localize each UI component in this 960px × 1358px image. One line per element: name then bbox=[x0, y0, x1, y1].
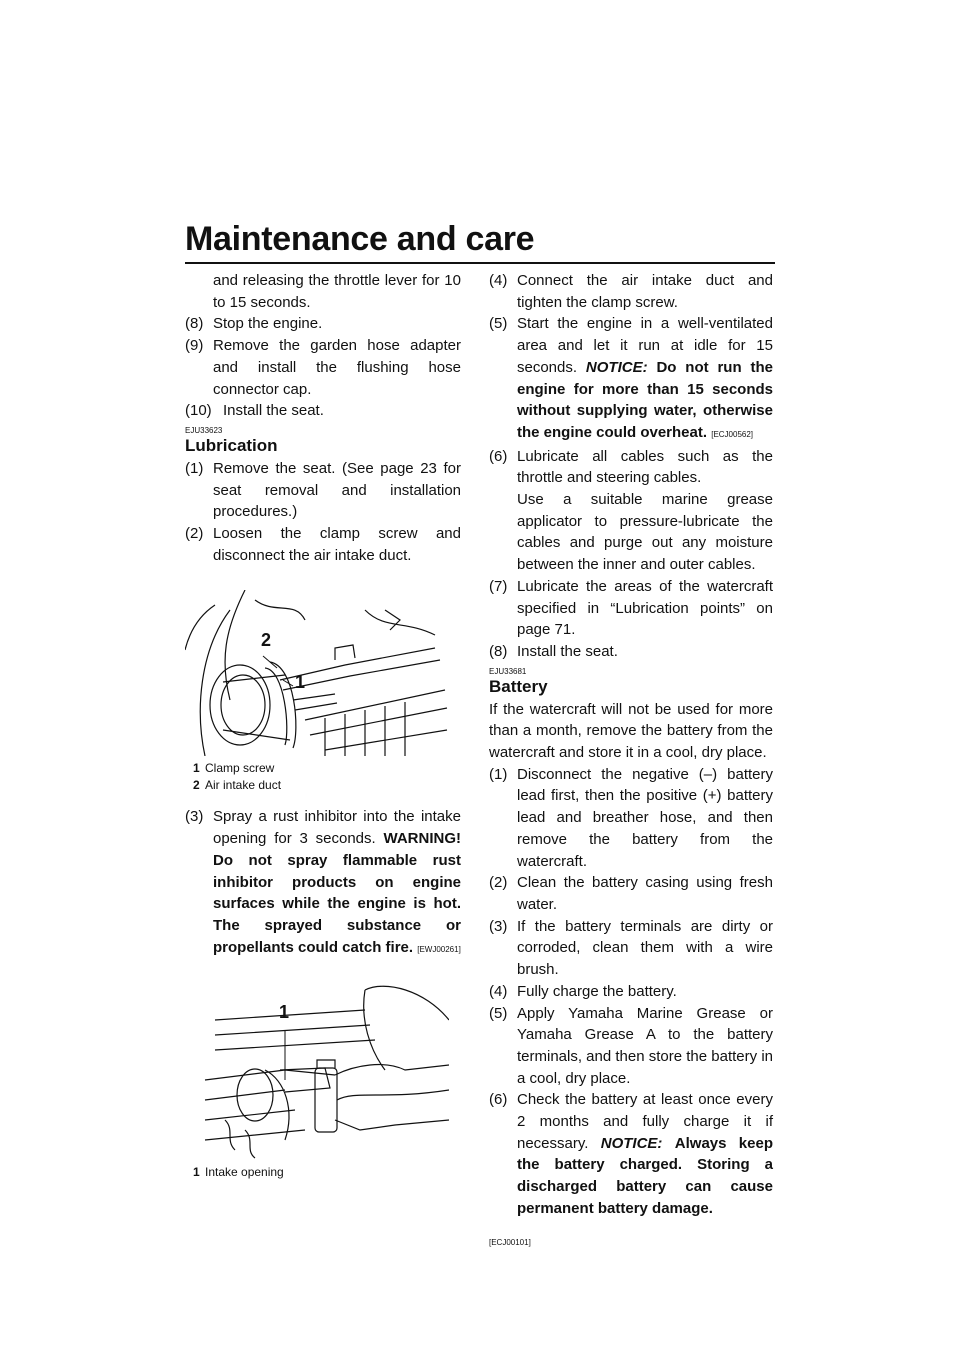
figure-caption bbox=[185, 1164, 461, 1181]
caption-line: 1 Intake opening bbox=[193, 1165, 284, 1180]
section-title-battery: Battery bbox=[489, 676, 548, 696]
item-text: Remove the garden hose adapter and install the flushing hose connector cap. bbox=[213, 337, 461, 398]
list-item bbox=[489, 313, 773, 445]
item-number: (2) bbox=[185, 525, 204, 543]
notice-label: NOTICE: bbox=[600, 1134, 663, 1152]
notice-text: Do not run the engine for more than 15 seconds without supplying water, otherwise the engine could overheat. bbox=[517, 358, 773, 441]
item-text: Remove the seat. (See page 23 for seat removal and installation procedures.) bbox=[213, 459, 461, 521]
section-code: EJU33681 bbox=[489, 666, 527, 676]
header-rule bbox=[185, 262, 775, 264]
item-text: Apply Yamaha Marine Grease or Yamaha Grease A to the battery terminals, and then store the battery in a cool, dry place. bbox=[517, 1004, 773, 1087]
item-text: Start the engine in a well-ventilated area and let it run at idle for 15 seconds. bbox=[517, 315, 773, 376]
item-number: (5) bbox=[489, 315, 508, 333]
list-item bbox=[185, 523, 461, 566]
item-number: (4) bbox=[489, 982, 508, 1000]
item-number: (9) bbox=[185, 337, 204, 355]
list-item bbox=[489, 641, 773, 663]
callout-2: 2 bbox=[261, 630, 272, 651]
list-item bbox=[489, 1089, 773, 1219]
item-number: (6) bbox=[489, 447, 508, 465]
warning-code: [EWJ00261] bbox=[417, 944, 461, 954]
item-text: Stop the engine. bbox=[213, 315, 323, 333]
section-title-lubrication: Lubrication bbox=[185, 435, 278, 455]
item-number: (8) bbox=[185, 315, 204, 333]
list-item bbox=[489, 270, 773, 313]
engine-illustration bbox=[185, 590, 449, 756]
section-code: EJU33623 bbox=[185, 425, 223, 435]
item-extra-text: Use a suitable marine grease applicator to pressure-lubricate the cables and purge out any moisture between the inner and outer cables. bbox=[517, 491, 773, 574]
item-text: Fully charge the battery. bbox=[517, 982, 677, 1000]
item-text: Disconnect the negative (–) battery lead first, then the positive (+) battery lead and breather hose, and then remove the battery from the watercraft. bbox=[517, 765, 773, 870]
item-number: (7) bbox=[489, 577, 508, 595]
item-number: (8) bbox=[489, 642, 508, 660]
list-item bbox=[489, 576, 773, 641]
item-number: (4) bbox=[489, 272, 508, 289]
item-text: Check the battery at least once every 2 months and fully charge it if necessary. bbox=[517, 1091, 773, 1152]
continued-step-text: and releasing the throttle lever for 10 to 15 seconds. bbox=[213, 272, 461, 311]
figure-intake-opening bbox=[185, 980, 449, 1160]
spray-illustration bbox=[185, 980, 449, 1160]
list-item bbox=[489, 916, 773, 981]
item-text: If the battery terminals are dirty or corroded, clean them with a wire brush. bbox=[517, 917, 773, 979]
item-number: (10) bbox=[185, 402, 212, 420]
notice-code: [ECJ00101] bbox=[489, 1237, 531, 1247]
item-text: Install the seat. bbox=[517, 642, 618, 660]
item-text: Spray a rust inhibitor into the intake opening for 3 seconds. bbox=[213, 808, 461, 848]
list-item bbox=[185, 400, 461, 422]
item-text: Loosen the clamp screw and disconnect the air intake duct. bbox=[213, 525, 461, 564]
item-number: (3) bbox=[185, 808, 204, 826]
item-text: Connect the air intake duct and tighten the clamp screw. bbox=[517, 272, 773, 311]
page-title: Maintenance and care bbox=[185, 220, 535, 258]
list-item bbox=[489, 872, 773, 915]
item-number: (5) bbox=[489, 1004, 508, 1022]
callout-1: 1 bbox=[295, 672, 306, 693]
caption-line: 1 Clamp screw bbox=[193, 761, 275, 776]
list-item bbox=[185, 458, 461, 523]
item-text: Install the seat. bbox=[223, 402, 324, 420]
item-number: (3) bbox=[489, 917, 508, 935]
notice-code: [ECJ00562] bbox=[711, 429, 754, 439]
list-item bbox=[185, 335, 461, 400]
item-number: (1) bbox=[489, 765, 508, 783]
list-item bbox=[185, 806, 461, 960]
list-item bbox=[489, 1003, 773, 1090]
right-column bbox=[489, 270, 773, 1253]
callout-1: 1 bbox=[279, 1002, 290, 1023]
list-item bbox=[185, 313, 461, 335]
warning-text: WARNING! Do not spray flammable rust inhibitor products on engine surfaces while the engine is hot. The sprayed substance or propellants could catch fire. bbox=[213, 830, 461, 956]
item-text: Lubricate all cables such as the throttle and steering cables. bbox=[517, 447, 773, 487]
item-text: Clean the battery casing using fresh water. bbox=[517, 874, 773, 913]
item-number: (6) bbox=[489, 1091, 508, 1109]
item-number: (2) bbox=[489, 874, 508, 892]
item-number: (1) bbox=[185, 459, 204, 477]
caption-line: 2 Air intake duct bbox=[193, 778, 282, 793]
notice-text: Always keep the battery charged. Storing a discharged battery can cause permanent battery damage. bbox=[517, 1134, 773, 1217]
list-item bbox=[489, 446, 773, 489]
battery-intro: If the watercraft will not be used for more than a month, remove the battery from the watercraft and store it in a cool, dry place. bbox=[489, 700, 773, 762]
list-item bbox=[489, 764, 773, 873]
left-column bbox=[185, 270, 461, 1181]
list-item bbox=[489, 981, 773, 1003]
figure-air-intake-duct bbox=[185, 590, 449, 756]
figure-caption bbox=[185, 760, 461, 794]
notice-label: NOTICE: bbox=[585, 358, 648, 376]
item-text: Lubricate the areas of the watercraft specified in “Lubrication points” on page 71. bbox=[517, 577, 773, 639]
